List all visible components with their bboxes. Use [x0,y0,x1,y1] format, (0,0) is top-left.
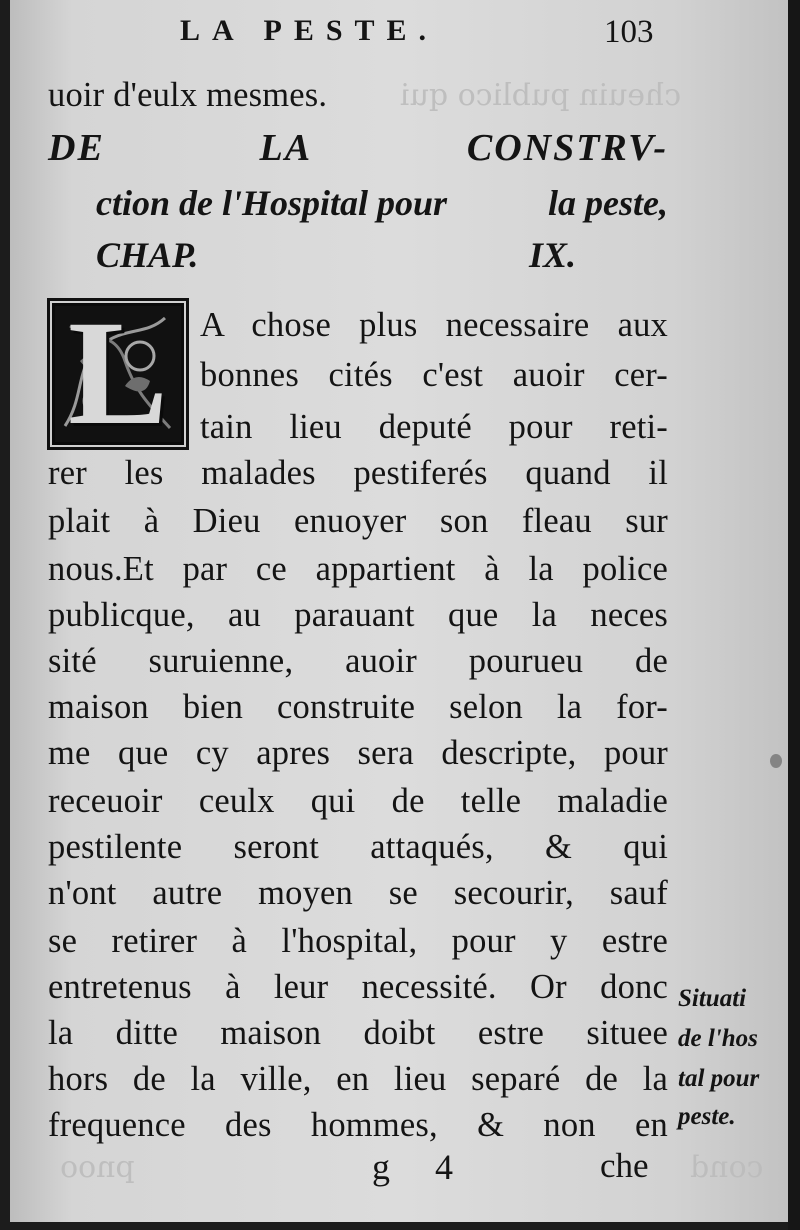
text-line: pestilente seront attaqués, & qui [48,828,668,866]
ink-smudge [770,754,782,768]
signature-mark: g 4 [372,1147,453,1187]
running-head-title: LA PESTE. [180,14,439,47]
text-line: hors de la ville, en lieu separé de la [48,1060,668,1098]
text-line: n'ont autre moyen se secourir, sauf [48,874,668,912]
margin-note-line: tal pour [678,1065,760,1092]
catchword: che [600,1146,649,1185]
chapter-heading-line-2 [96,182,668,224]
text-line: rer les malades pestiferés quand il [48,454,668,492]
text-line: la ditte maison doibt estre situee [48,1014,668,1052]
margin-note-line: peste. [678,1103,736,1130]
text-line: maison bien construite selon la for- [48,688,668,726]
chapter-number [96,234,576,276]
text-line: tain lieu deputé pour reti- [200,408,668,446]
text-line: receuoir ceulx qui de telle maladie [48,782,668,820]
heading-word: DE [48,127,105,169]
bleed-through-decoration: cheuin publico qui [400,78,682,113]
text-line: A chose plus necessaire aux [200,306,668,344]
heading-word: CONSTRV- [466,127,668,169]
text-line: me que cy apres sera descripte, pour [48,734,668,772]
heading-word: ction de l'Hospital pour [96,183,448,223]
text-line: se retirer à l'hospital, pour y estre [48,922,668,960]
bleed-through-decoration: cond [690,1150,764,1185]
text-line: frequence des hommes, & non en [48,1106,668,1144]
drop-cap-initial [52,290,184,456]
text-line: bonnes cités c'est auoir cer- [200,356,668,394]
page-number: 103 [604,14,654,50]
text-line: sité suruienne, auoir pourueu de [48,642,668,680]
heading-word: la peste, [548,183,668,223]
margin-note-line: Situati [678,985,747,1012]
heading-word: LA [259,127,313,169]
chapter-heading-line-1 [48,126,668,170]
drop-cap-letter: L [67,290,169,456]
text-line: nous.Et par ce appartient à la police [48,550,668,588]
bleed-through-decoration: pnoo [60,1150,135,1185]
text-line: plait à Dieu enuoyer son fleau sur [48,502,668,540]
heading-word: CHAP. [96,235,199,275]
text-line: uoir d'eulx mesmes. [48,76,328,114]
text-line: entretenus à leur necessité. Or donc [48,968,668,1006]
text-line: publicque, au parauant que la neces [48,596,668,634]
heading-word: IX. [528,235,576,275]
page-edge-shadow [788,0,800,1230]
margin-note-line: de l'hos [678,1025,758,1052]
